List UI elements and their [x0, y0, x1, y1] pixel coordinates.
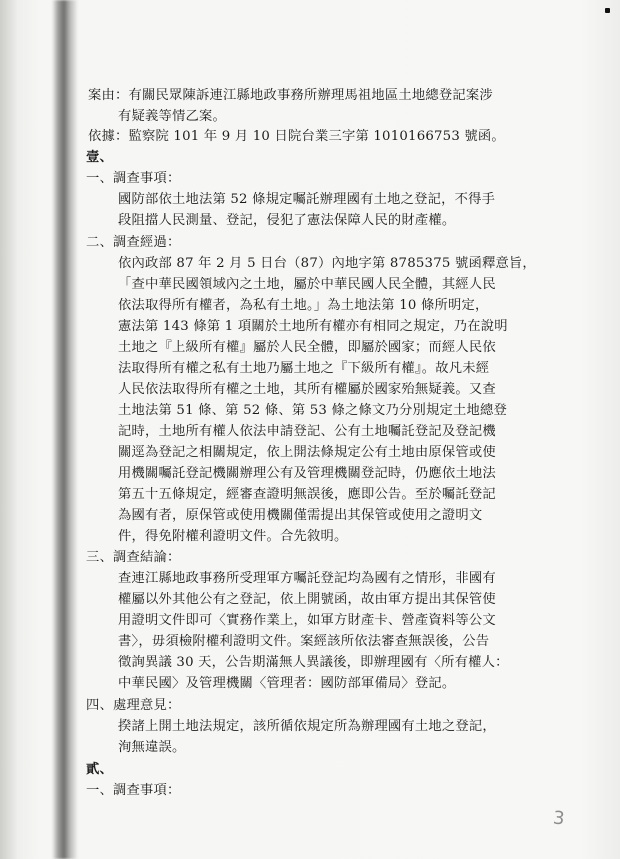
- paragraph-line: 法取得所有權之私有土地乃屬土地之『下級所有權』。故凡未經: [118, 361, 490, 376]
- page-edge-shadow: [0, 0, 18, 859]
- section-marker-2: 貳、: [86, 762, 113, 777]
- paragraph-line: 關逕為登記之相關規定，依上開法條規定公有土地由原保管或使: [118, 445, 496, 460]
- paragraph-line: 中華民國〉及管理機關〈管理者：國防部軍備局〉登記。: [118, 676, 456, 691]
- paragraph-line: 依內政部 87 年 2 月 5 日台（87）內地字第 8785375 號函釋意旨，: [118, 256, 536, 271]
- heading-handling-opinion: 四、處理意見：: [86, 698, 181, 713]
- paragraph-line: 揆諸上開土地法規定，該所循依規定所為辦理國有土地之登記，: [118, 719, 496, 734]
- case-subject-line-2: 有疑義等情乙案。: [118, 109, 226, 124]
- section-marker-1: 壹、: [86, 150, 113, 165]
- paragraph-line: 用機關囑託登記機關辦理公有及管理機關登記時，仍應依土地法: [118, 466, 496, 481]
- handwritten-page-number: 3: [551, 807, 566, 830]
- paragraph-line: 件，得免附權利證明文件。合先敘明。: [118, 529, 348, 544]
- binding-edge-shadow: [52, 0, 78, 859]
- heading-investigation-conclusion: 三、調查結論：: [86, 550, 181, 565]
- heading-investigation-matters: 一、調查事項：: [86, 171, 181, 186]
- paragraph-line: 憲法第 143 條第 1 項關於土地所有權亦有相同之規定，乃在說明: [118, 319, 508, 334]
- paragraph-line: 權屬以外其他公有之登記，依上開號函，故由軍方提出其保管使: [118, 592, 496, 607]
- paragraph-line: 國防部依土地法第 52 條規定囑託辦理國有土地之登記，不得手: [118, 192, 496, 207]
- scan-corner-mark: [605, 8, 610, 13]
- paragraph-line: 查連江縣地政事務所受理軍方囑託登記均為國有之情形，非國有: [118, 571, 496, 586]
- paragraph-line: 土地之『上級所有權』屬於人民全體，即屬於國家；而經人民依: [118, 340, 496, 355]
- paragraph-line: 洵無違誤。: [118, 740, 186, 755]
- basis-line: 依據：監察院 101 年 9 月 10 日院台業三字第 1010166753 號函。: [88, 129, 505, 144]
- paragraph-line: 第五十五條規定，經審查證明無誤後，應即公告。至於囑託登記: [118, 487, 496, 502]
- case-subject-line-1: 案由：有關民眾陳訴連江縣地政事務所辦理馬祖地區土地總登記案涉: [88, 88, 493, 103]
- paragraph-line: 依法取得所有權者，為私有土地。」為土地法第 10 條所明定，: [118, 298, 489, 313]
- paragraph-line: 用證明文件即可〈實務作業上，如軍方財產卡、營產資料等公文: [118, 613, 496, 628]
- paragraph-line: 土地法第 51 條、第 52 條、第 53 條之條文乃分別規定土地總登: [118, 403, 507, 418]
- paragraph-line: 段阻擋人民測量、登記，侵犯了憲法保障人民的財產權。: [118, 213, 456, 228]
- paragraph-line: 「查中華民國領域內之土地，屬於中華民國人民全體，其經人民: [118, 277, 496, 292]
- paragraph-line: 人民依法取得所有權之土地，其所有權屬於國家殆無疑義。又查: [118, 382, 496, 397]
- paragraph-line: 記時，土地所有權人依法申請登記、公有土地囑託登記及登記機: [118, 424, 496, 439]
- paragraph-line: 為國有者，原保管或使用機關僅需提出其保管或使用之證明文: [118, 508, 483, 523]
- heading-investigation-process: 二、調查經過：: [86, 235, 181, 250]
- heading-investigation-matters-2: 一、調查事項：: [86, 783, 181, 798]
- paragraph-line: 徵詢異議 30 天，公告期滿無人異議後，即辦理國有〈所有權人：: [118, 655, 509, 670]
- paragraph-line: 書〉，毋須檢附權利證明文件。案經該所依法審查無誤後，公告: [118, 634, 490, 649]
